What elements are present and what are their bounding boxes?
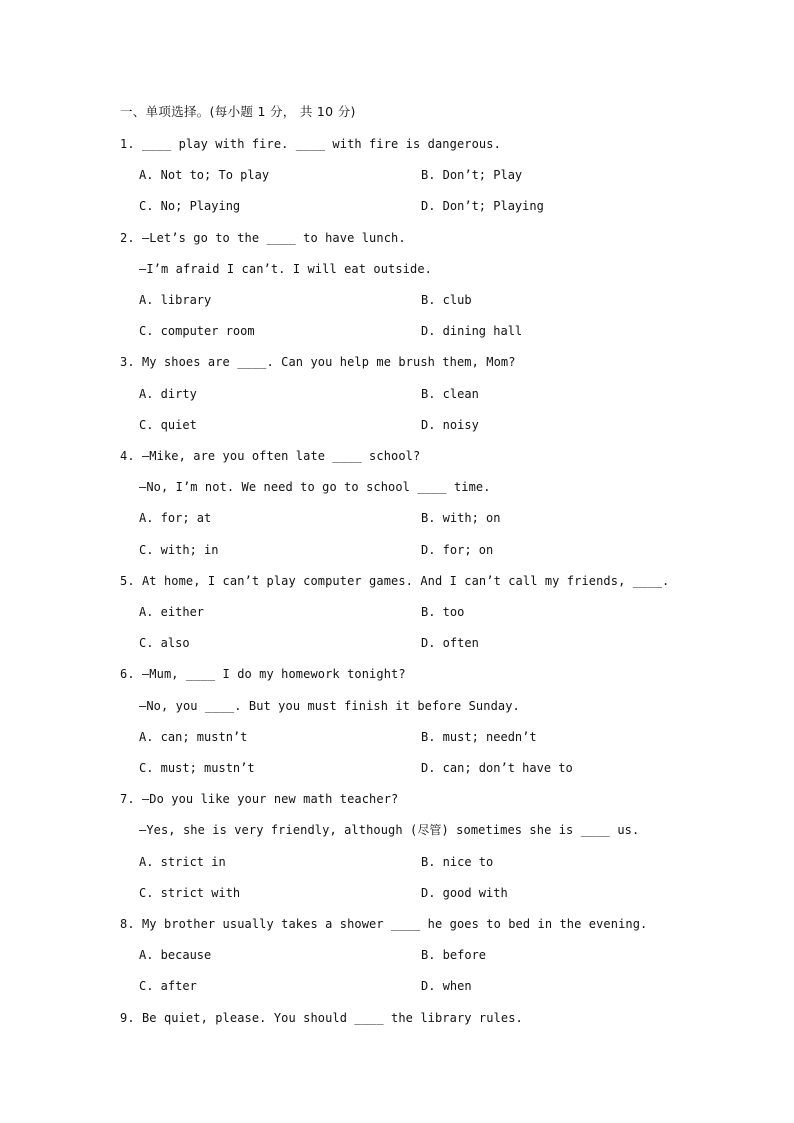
option-a: A. library	[139, 293, 212, 307]
option-d: D. noisy	[421, 418, 479, 432]
question-text-line: —Yes, she is very friendly, although (尽管) sometimes she is ____ us.	[139, 823, 640, 837]
option-d: D. dining hall	[421, 324, 523, 338]
question-6	[120, 666, 406, 682]
question-1	[120, 136, 501, 152]
question-number: 7.	[120, 792, 135, 806]
question-text: My brother usually takes a shower ____ he goes to bed in the evening.	[141, 917, 648, 931]
question-text: My shoes are ____. Can you help me brush them, Mom?	[141, 355, 516, 369]
option-d: D. can; don’t have to	[421, 761, 573, 775]
option-d: D. often	[421, 636, 479, 650]
question-5	[120, 573, 669, 589]
option-b: B. club	[421, 293, 472, 307]
question-text: —Let’s go to the ____ to have lunch.	[141, 231, 406, 245]
question-text: —Mum, ____ I do my homework tonight?	[141, 667, 406, 681]
section-title: 一、单项选择。(每小题 1 分， 共 10 分)	[120, 104, 356, 119]
option-d: D. when	[421, 979, 472, 993]
option-a: A. because	[139, 948, 212, 962]
question-3	[120, 354, 516, 370]
option-c: C. must; mustn’t	[139, 761, 255, 775]
option-c: C. strict with	[139, 886, 241, 900]
option-a: A. dirty	[139, 387, 197, 401]
option-b: B. clean	[421, 387, 479, 401]
question-7	[120, 791, 398, 807]
option-b: B. Don’t; Play	[421, 168, 523, 182]
option-b: B. before	[421, 948, 487, 962]
option-c: C. with; in	[139, 543, 219, 557]
question-text: At home, I can’t play computer games. And I can’t call my friends, ____.	[141, 574, 670, 588]
question-text: Be quiet, please. You should ____ the library rules.	[141, 1011, 523, 1025]
question-2	[120, 230, 406, 246]
option-a: A. Not to; To play	[139, 168, 270, 182]
question-number: 4.	[120, 449, 135, 463]
option-a: A. either	[139, 605, 205, 619]
option-b: B. must; needn’t	[421, 730, 537, 744]
question-number: 8.	[120, 917, 135, 931]
option-c: C. No; Playing	[139, 199, 241, 213]
question-4	[120, 448, 420, 464]
option-a: A. can; mustn’t	[139, 730, 248, 744]
question-text-line: —No, you ____. But you must finish it before Sunday.	[139, 699, 520, 713]
option-c: C. also	[139, 636, 190, 650]
question-number: 3.	[120, 355, 135, 369]
question-text: ____ play with fire. ____ with fire is dangerous.	[141, 137, 501, 151]
option-b: B. with; on	[421, 511, 501, 525]
option-c: C. after	[139, 979, 197, 993]
option-c: C. computer room	[139, 324, 255, 338]
option-a: A. for; at	[139, 511, 212, 525]
question-text: —Do you like your new math teacher?	[141, 792, 399, 806]
question-text-line: —I’m afraid I can’t. I will eat outside.	[139, 262, 432, 276]
question-8	[120, 916, 647, 932]
option-a: A. strict in	[139, 855, 226, 869]
question-number: 1.	[120, 137, 135, 151]
question-number: 5.	[120, 574, 135, 588]
option-c: C. quiet	[139, 418, 197, 432]
question-number: 6.	[120, 667, 135, 681]
option-d: D. good with	[421, 886, 508, 900]
question-number: 9.	[120, 1011, 135, 1025]
question-text-line: —No, I’m not. We need to go to school ____ time.	[139, 480, 491, 494]
question-number: 2.	[120, 231, 135, 245]
question-text: —Mike, are you often late ____ school?	[141, 449, 421, 463]
option-d: D. Don’t; Playing	[421, 199, 544, 213]
option-d: D. for; on	[421, 543, 494, 557]
option-b: B. too	[421, 605, 465, 619]
option-b: B. nice to	[421, 855, 494, 869]
question-9	[120, 1010, 523, 1026]
